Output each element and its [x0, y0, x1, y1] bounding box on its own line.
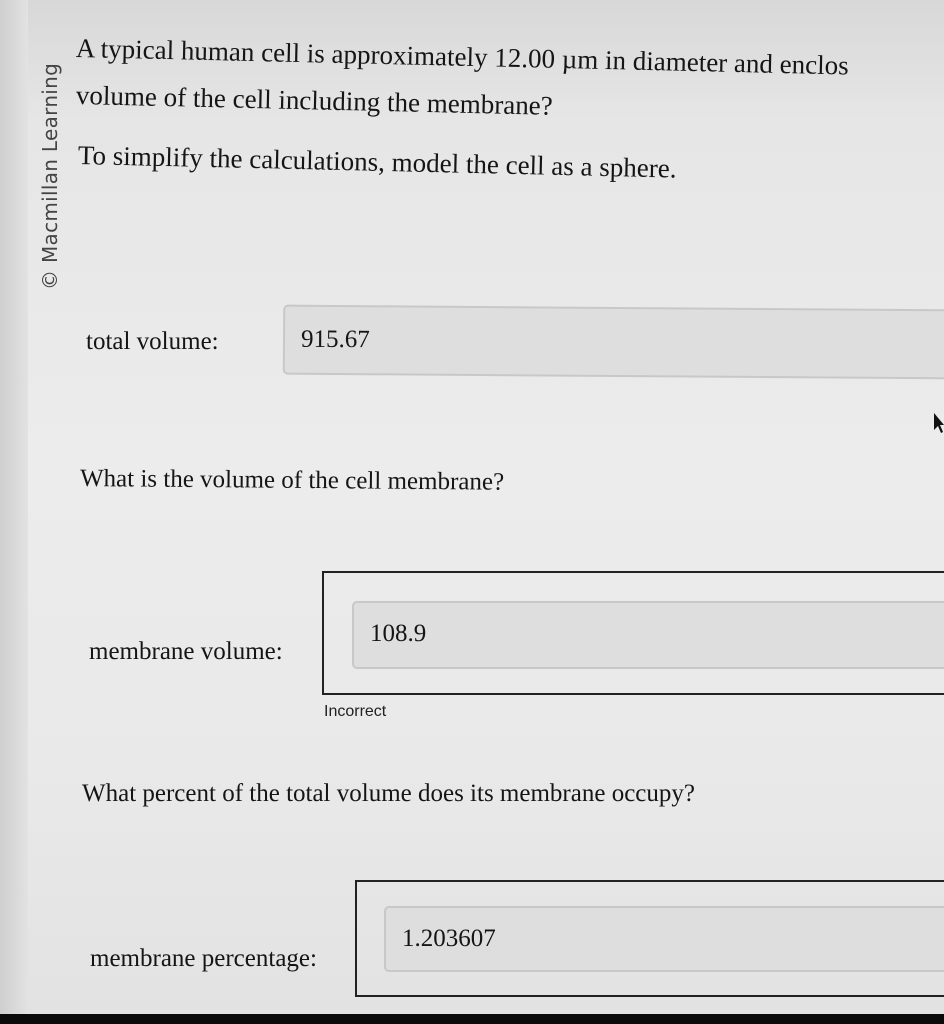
bottom-edge-bar [0, 1014, 944, 1024]
membrane-volume-question: What is the volume of the cell membrane? [79, 465, 505, 496]
question-text-line-1: A typical human cell is approximately 12.00 µm in diameter and enclos [75, 33, 850, 81]
membrane-volume-value: 108.9 [370, 620, 427, 647]
membrane-percentage-value: 1.203607 [402, 925, 496, 952]
page-left-edge [0, 0, 28, 1024]
membrane-volume-input[interactable] [352, 601, 944, 669]
membrane-percentage-label: membrane percentage: [90, 945, 317, 972]
total-volume-value: 915.67 [300, 325, 370, 354]
membrane-percentage-question: What percent of the total volume does its membrane occupy? [82, 780, 695, 807]
question-hint-text: To simplify the calculations, model the cell as a sphere. [77, 140, 677, 184]
incorrect-feedback-text: Incorrect [324, 703, 387, 720]
total-volume-label: total volume: [86, 328, 219, 355]
membrane-volume-label: membrane volume: [89, 638, 283, 665]
membrane-percentage-input[interactable] [384, 906, 944, 972]
question-text-line-2: volume of the cell including the membrane? [75, 80, 554, 121]
mouse-cursor-icon [932, 412, 944, 434]
total-volume-input[interactable] [283, 305, 944, 380]
copyright-watermark: © Macmillan Learning [38, 62, 62, 290]
